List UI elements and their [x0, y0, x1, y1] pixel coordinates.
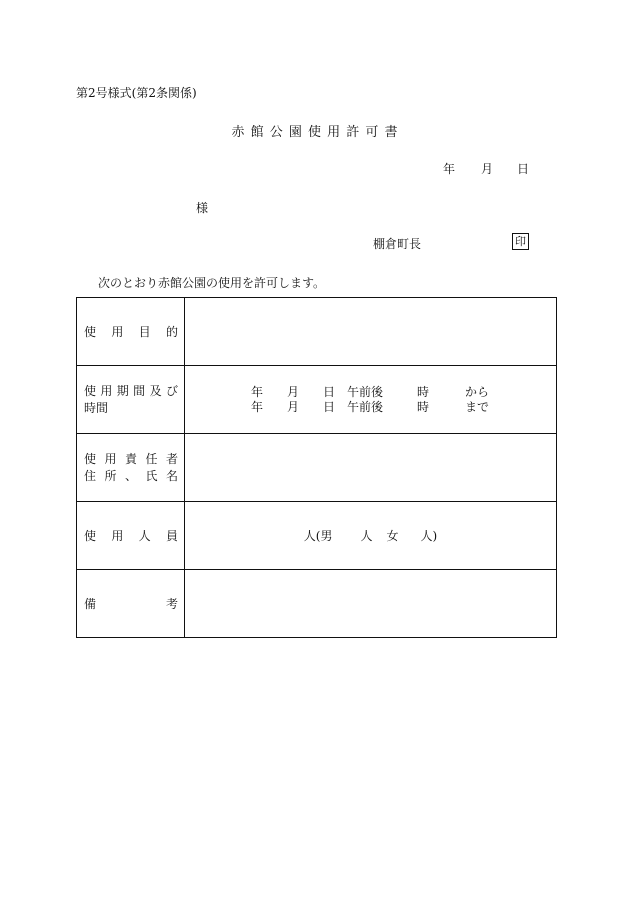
period-ampm: 午前後: [347, 384, 384, 399]
table-row: [77, 570, 557, 638]
date-month: 月: [481, 162, 494, 176]
issue-date: [443, 160, 529, 177]
label-char: 備: [84, 597, 97, 611]
permit-table: [76, 297, 557, 638]
label-char: 責: [124, 451, 137, 466]
label-char: 的: [165, 325, 178, 339]
period-year: 年: [251, 399, 264, 414]
label-char: 所: [104, 468, 117, 483]
label-char: 、: [124, 468, 137, 483]
people-field[interactable]: [185, 502, 557, 570]
label-char: 者: [165, 451, 178, 466]
label-char: 任: [145, 451, 158, 466]
label-char: 使: [84, 325, 97, 339]
table-row: [77, 298, 557, 366]
period-ampm: 午前後: [347, 399, 384, 414]
date-year: 年: [443, 162, 456, 176]
period-field[interactable]: [185, 366, 557, 434]
period-hour: 時: [417, 399, 430, 414]
period-month: 月: [287, 399, 300, 414]
period-start-row: [251, 385, 556, 400]
label-char: 用: [111, 325, 124, 339]
form-number: 第2号様式(第2条関係): [76, 86, 197, 100]
people-male-unit: 人: [360, 529, 373, 543]
label-char: 用: [104, 451, 117, 466]
responsible-label: [77, 434, 185, 502]
responsible-field[interactable]: [185, 434, 557, 502]
label-line: 時間: [84, 400, 109, 415]
label-char: 使: [84, 529, 97, 543]
people-label: [77, 502, 185, 570]
label-char: 住: [84, 468, 97, 483]
label-char: 用: [111, 529, 124, 543]
label-char: 使: [84, 451, 97, 466]
document-title: 赤 館 公 園 使 用 許 可 書: [231, 125, 399, 140]
date-day: 日: [517, 162, 530, 176]
table-row: [77, 366, 557, 434]
remarks-field[interactable]: [185, 570, 557, 638]
issuer-name: 棚倉町長: [373, 237, 422, 251]
label-char: 考: [165, 597, 178, 611]
label-char: 及: [149, 383, 162, 398]
intro-text: 次のとおり赤館公園の使用を許可します。: [98, 276, 326, 290]
period-day: 日: [323, 384, 336, 399]
people-female-unit: 人): [420, 529, 438, 543]
label-char: 間: [133, 383, 146, 398]
label-char: び: [165, 383, 178, 398]
people-total: 人(男: [303, 529, 333, 543]
label-char: 名: [165, 468, 178, 483]
table-row: [77, 434, 557, 502]
label-char: 目: [138, 325, 151, 339]
period-day: 日: [323, 399, 336, 414]
period-suffix: から: [465, 384, 490, 399]
label-char: 用: [100, 383, 113, 398]
seal-mark: 印: [512, 233, 529, 250]
period-hour: 時: [417, 384, 430, 399]
period-label: [77, 366, 185, 434]
label-char: 氏: [145, 468, 158, 483]
table-row: [77, 502, 557, 570]
people-female: 女: [386, 529, 399, 543]
label-char: 期: [116, 383, 129, 398]
label-char: 員: [165, 529, 178, 543]
period-end-row: [251, 400, 556, 415]
purpose-field[interactable]: [185, 298, 557, 366]
period-year: 年: [251, 384, 264, 399]
addressee-suffix: 様: [196, 201, 209, 215]
label-char: 使: [84, 383, 97, 398]
period-suffix: まで: [465, 399, 490, 414]
purpose-label: [77, 298, 185, 366]
remarks-label: [77, 570, 185, 638]
label-char: 人: [138, 529, 151, 543]
period-month: 月: [287, 384, 300, 399]
